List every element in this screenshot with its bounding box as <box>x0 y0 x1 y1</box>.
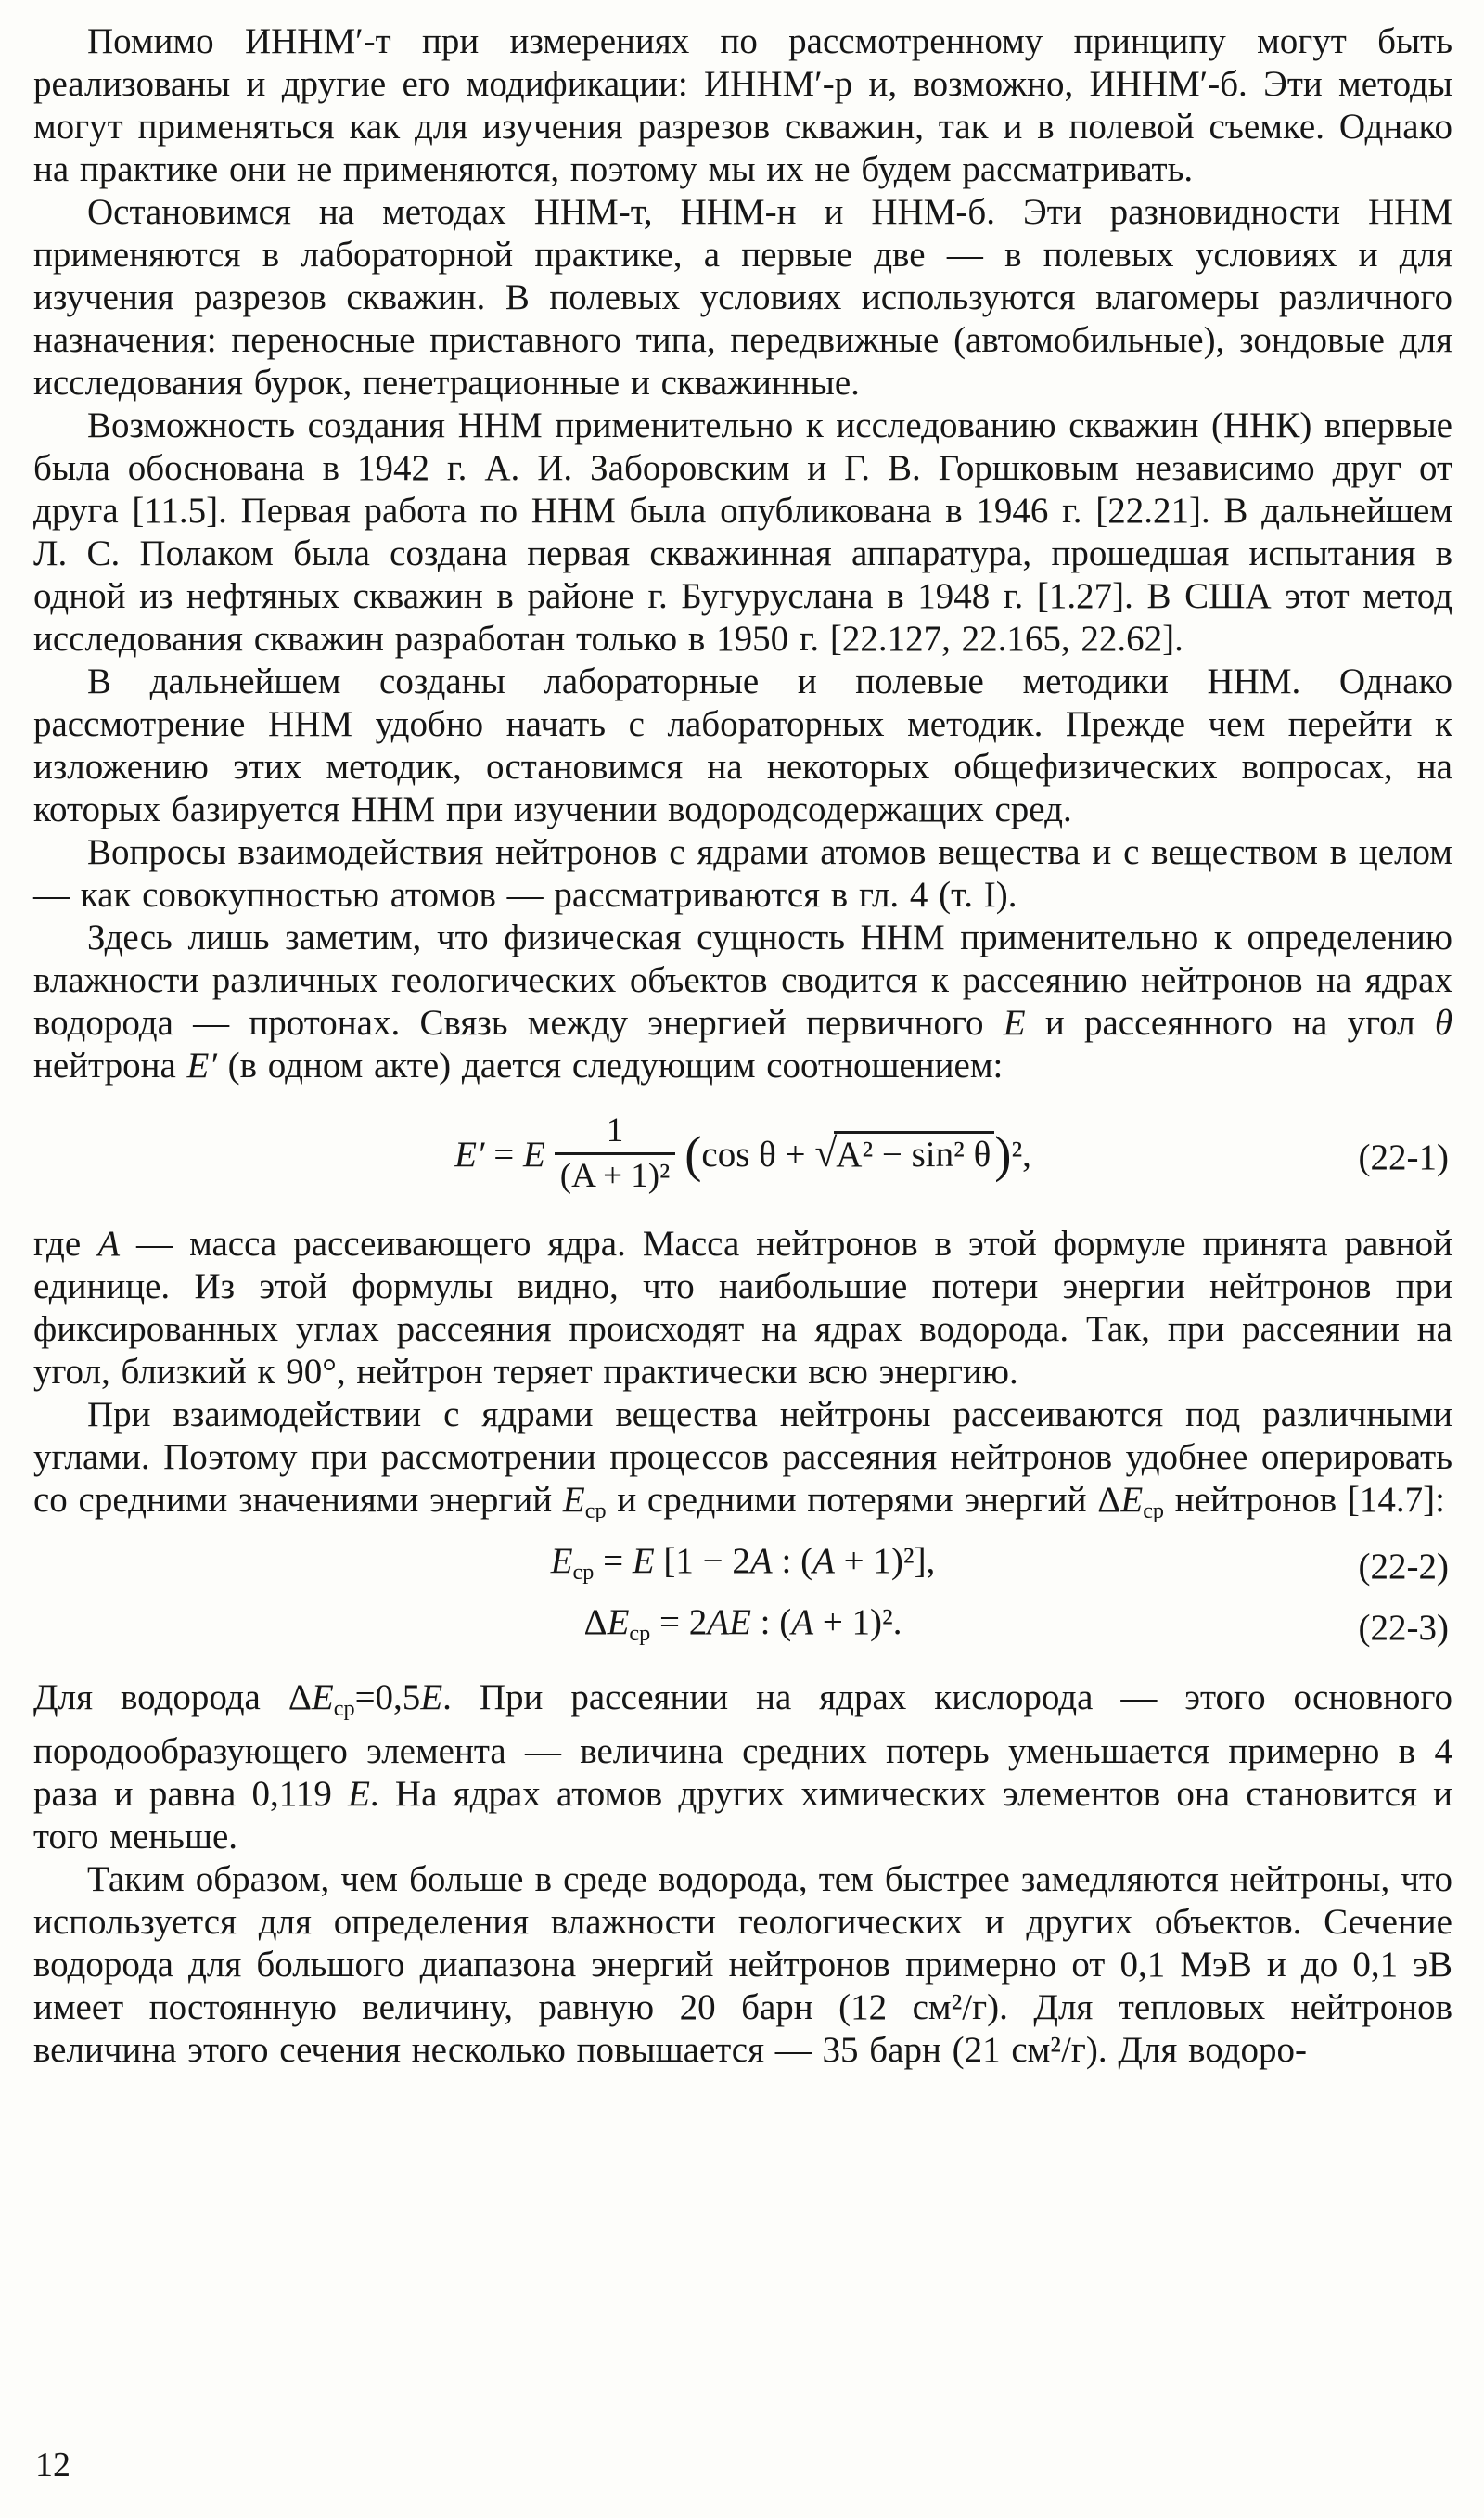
paragraph-8 <box>33 1394 1452 1533</box>
paragraph-4 <box>33 661 1452 831</box>
paragraph-2 <box>33 191 1452 405</box>
text-run: В дальнейшем созданы лабораторные и полевые методики ННМ. Однако рассмотрение ННМ удобно начать с лабораторных методик. Прежде чем перейти к изложению этих методик, остановимся на некоторых общефизических вопросах, на которых базируется ННМ при изучении водородсодержащих сред. <box>33 662 1452 829</box>
equation-number: (22-3) <box>1358 1607 1449 1648</box>
paragraph-3 <box>33 405 1452 661</box>
equation-number: (22-2) <box>1358 1546 1449 1587</box>
paragraph-9 <box>33 1677 1452 1858</box>
text-run: E <box>348 1774 370 1815</box>
text-run: E′ <box>454 1135 485 1175</box>
text-run: ) <box>994 1125 1012 1183</box>
square-root: √A² − sin² θ <box>814 1135 994 1175</box>
text-run: : ( <box>772 1540 813 1581</box>
text-run: A <box>791 1601 814 1642</box>
text-run: A <box>749 1540 773 1581</box>
text-run: Δ <box>583 1601 608 1642</box>
equation-body <box>583 1601 902 1646</box>
text-run: E <box>522 1135 545 1175</box>
text-run: ср <box>584 1497 607 1523</box>
text-run: Здесь лишь заметим, что физическая сущность ННМ применительно к определению влажности различных геологических объектов сводится к рассеянию нейтронов на ядрах водорода — протонах. Связь между энергией первичного <box>33 918 1452 1043</box>
text-run: Таким образом, чем больше в среде водорода, тем быстрее замедляются нейтроны, что используется для определения влажности геологических и других объектов. Сечение водорода для большого диапазона энергий нейтронов примерно от 0,1 МэВ и до 0,1 эВ имеет постоянную величину, равную 20 барн (12 см²/г). Для тепловых нейтронов величина этого сечения несколько повышается — 35 барн (21 см²/г). Для водоро- <box>33 1859 1452 2071</box>
text-run: + 1)²], <box>834 1540 936 1581</box>
text-run: где <box>33 1224 98 1265</box>
text-run: A <box>812 1540 835 1581</box>
equation-22-3 <box>33 1601 1452 1655</box>
text-run: ср <box>572 1559 595 1585</box>
text-run: — масса рассеивающего ядра. Масса нейтронов в этой формуле принята равной единице. Из этой формулы видно, что наибольшие потери энергии нейтронов при фиксированных углах рассеяния происходят на ядрах водорода. Так, при рассеянии на угол, близкий к 90°, нейтрон теряет практически всю энергию. <box>33 1224 1452 1393</box>
text-run: : ( <box>750 1601 792 1642</box>
text-run: и средними потерями энергий Δ <box>606 1480 1121 1521</box>
text-run: [1 − 2 <box>654 1540 750 1581</box>
text-run: и рассеянного на угол <box>1025 1003 1435 1043</box>
text-run: . На ядрах атомов других химических элементов она становится и того меньше. <box>33 1774 1452 1857</box>
text-run: E <box>420 1677 443 1718</box>
text-run: θ <box>1434 1003 1453 1043</box>
text-run: ², <box>1011 1135 1031 1175</box>
text-run: E <box>607 1601 630 1642</box>
text-run: Вопросы взаимодействия нейтронов с ядрами атомов вещества и с веществом в целом — как совокупностью атомов — рассматриваются в гл. 4 (т. I). <box>33 832 1452 915</box>
text-run: При взаимодействии с ядрами вещества нейтроны рассеиваются под различными углами. Поэтому при рассмотрении процессов рассеяния нейтронов удобнее оперировать со средними значениями энергий <box>33 1394 1452 1521</box>
text-run: нейтрона <box>33 1046 187 1086</box>
paragraph-7 <box>33 1223 1452 1394</box>
fraction: $\frac{1}{\text{(A + 1)²}}$ <box>555 1111 675 1197</box>
equation-body <box>550 1540 936 1585</box>
text-run: E′ <box>186 1046 217 1086</box>
page-number: 12 <box>35 2446 70 2485</box>
text-run: E <box>632 1540 655 1581</box>
text-run: ср <box>1143 1497 1165 1523</box>
text-run: Для водорода Δ <box>33 1677 312 1718</box>
text-run: Помимо ИННМ′-т при измерениях по рассмотренному принципу могут быть реализованы и другие его модификации: ИННМ′-р и, возможно, ИННМ′-б. Эти методы могут применяться как для изучения разрезов скважин, так и в полевой съемке. Однако на практике они не применяются, поэтому мы их не будем рассматривать. <box>33 21 1452 189</box>
text-run: . При рассеянии на ядрах кислорода — этого основного породообразующего элемента — величина средних потерь уменьшается примерно в 4 раза и равна 0,119 <box>33 1677 1453 1815</box>
equation-number: (22-1) <box>1358 1137 1449 1178</box>
text-run: + 1)². <box>813 1601 902 1642</box>
paragraph-5 <box>33 831 1452 917</box>
equation-22-2 <box>33 1540 1452 1594</box>
paragraph-1 <box>33 20 1452 191</box>
equation-22-1 <box>33 1111 1452 1201</box>
paragraph-6 <box>33 917 1452 1087</box>
text-run: ср <box>629 1620 651 1646</box>
text-run: = 2 <box>650 1601 708 1642</box>
text-run: = <box>594 1540 633 1581</box>
text-run: E <box>311 1677 334 1718</box>
text-run: Возможность создания ННМ применительно к исследованию скважин (ННК) впервые была обоснована в 1942 г. А. И. Заборовским и Г. В. Горшковым независимо друг от друга [11.5]. Первая работа по ННМ была опубликована в 1946 г. [22.21]. В дальнейшем Л. С. Полаком была создана первая скважинная аппаратура, прошедшая испытания в одной из нефтяных скважин в районе г. Бугуруслана в 1948 г. [1.27]. В США этот метод исследования скважин разработан только в 1950 г. [22.127, 22.165, 22.62]. <box>33 405 1452 659</box>
text-run: ср <box>333 1696 355 1722</box>
text-run: E <box>1120 1480 1144 1521</box>
text-run: =0,5 <box>354 1677 421 1718</box>
text-run: AE <box>707 1601 751 1642</box>
text-run: ( <box>684 1125 702 1183</box>
text-run: cos θ + <box>701 1135 815 1175</box>
equation-body <box>454 1111 1031 1196</box>
text-run: E <box>562 1480 585 1521</box>
text-run: = <box>484 1135 523 1175</box>
text-run: Остановимся на методах ННМ-т, ННМ-н и ННМ-б. Эти разновидности ННМ применяются в лабораторной практике, а первые две — в полевых условиях и для изучения разрезов скважин. В полевых условиях используются влагомеры различного назначения: переносные приставного типа, передвижные (автомобильные), зондовые для исследования бурок, пенетрационные и скважинные. <box>33 192 1452 403</box>
text-run: A <box>97 1224 121 1265</box>
paragraph-10 <box>33 1858 1452 2072</box>
text-run: нейтронов [14.7]: <box>1164 1480 1445 1521</box>
text-run: E <box>550 1540 573 1581</box>
text-run: (в одном акте) дается следующим соотношением: <box>216 1046 1004 1086</box>
text-run: E <box>1003 1003 1026 1043</box>
